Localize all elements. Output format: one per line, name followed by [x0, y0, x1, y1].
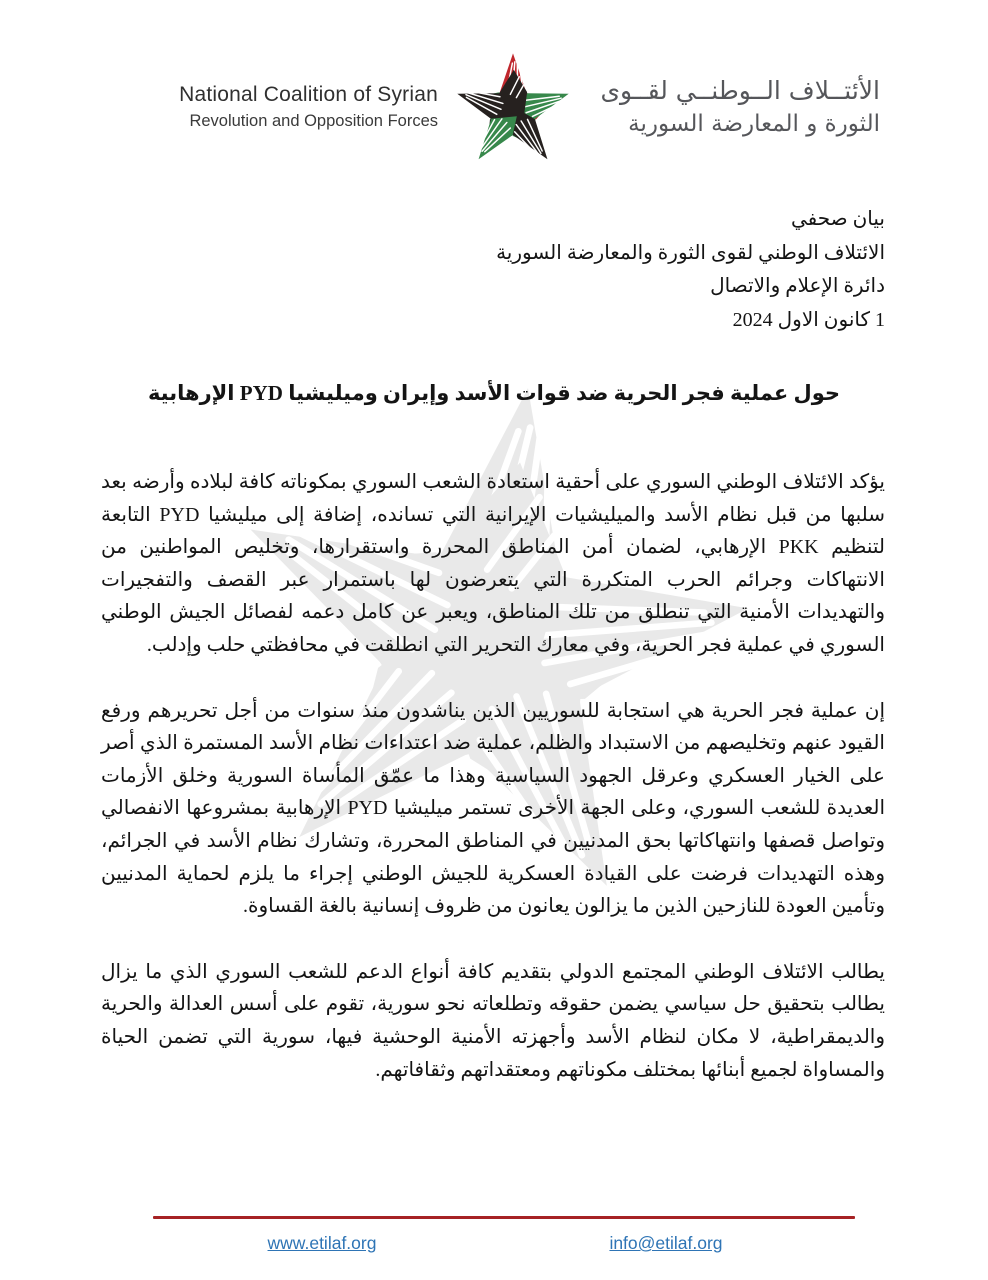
logo-en-line2: Revolution and Opposition Forces — [189, 112, 438, 130]
statement-department: دائرة الإعلام والاتصال — [710, 275, 885, 297]
statement-type: بيان صحفي — [790, 208, 885, 230]
statement-date: 1 كانون الاول 2024 — [732, 308, 885, 331]
website-link[interactable]: www.etilaf.org — [267, 1233, 377, 1253]
logo-en-line1: National Coalition of Syrian — [179, 83, 438, 106]
footer-email-cell — [494, 1233, 838, 1254]
logo-english-text — [108, 81, 438, 133]
logo-arabic-text — [588, 74, 880, 140]
email-link[interactable]: info@etilaf.org — [609, 1233, 723, 1253]
logo-ar-line1: الأئتــلاف الــوطنــي لقــوى — [600, 76, 880, 105]
footer-divider — [153, 1216, 855, 1219]
statement-text — [101, 466, 885, 1119]
letterhead — [0, 46, 988, 168]
paragraph-3: يطالب الائتلاف الوطني المجتمع الدولي بتقديم كافة أنواع الدعم للشعب السوري الذي ما يزال يطالب بتحقيق حل سياسي يضمن حقوقه وتطلعاته نحو سورية، تقوم على أسس العدالة والحرية والديمقراطية، لا مكان لنظام الأسد وأجهزته الأمنية الوحشية فيها، سورية التي تضمن الحياة والمساواة لجميع أبنائها بمختلف مكوناتهم ومعتقداتهم وثقافاتهم. — [101, 960, 885, 1081]
statement-org: الائتلاف الوطني لقوى الثورة والمعارضة السورية — [496, 241, 885, 264]
paragraph-1: يؤكد الائتلاف الوطني السوري على أحقية استعادة الشعب السوري بمكوناته كافة لبلاده وأرضه بعد سلبها من قبل نظام الأسد والميليشيات الإيرانية التي تسانده، إضافة إلى ميليشيا PYD التابعة لتنظيم PKK الإرهابي، لضمان أمن المناطق المحررة واستقرارها، وتخليص المواطنين من الانتهاكات وجرائم الحرب المتكررة التي يتعرضون لها باستمرار عبر القصف والتفجيرات والتهديدات الأمنية التي تنطلق من تلك المناطق، ويعبر عن كامل دعمه لفصائل الجيش الوطني السوري في عملية فجر الحرية، وفي معارك التحرير التي انطلقت في محافظتي حلب وإدلب. — [101, 471, 885, 656]
paragraph-2: إن عملية فجر الحرية هي استجابة للسوريين الذين يناشدون منذ سنوات من أجل تحريرهم ورفع القيود عنهم وتخليصهم من الاستبداد والظلم، عملية ضد اعتداءات نظام الأسد المستمرة الذي أصر على الخيار العسكري وعرقل الجهود السياسية وهذا ما عمّق المأساة السورية وخلق الأزمات العديدة للشعب السوري، وعلى الجهة الأخرى تستمر ميليشيا PYD الإرهابية بمشروعها الانفصالي وتواصل قصفها وانتهاكاتها بحق المدنيين في المناطق المحررة، وتشارك نظام الأسد في الجرائم، وهذه التهديدات فرضت على القيادة العسكرية للجيش الوطني إجراء ما يلزم لحماية المدنيين وتأمين العودة للنازحين الذين ما يزالون يعانون من ظروف إنسانية بالغة القساوة. — [101, 699, 886, 918]
coalition-star-icon — [452, 46, 574, 168]
statement-title: حول عملية فجر الحرية ضد قوات الأسد وإيران وميليشيا PYD الإرهابية — [147, 381, 841, 405]
footer-links — [150, 1233, 838, 1254]
footer-website-cell — [150, 1233, 494, 1254]
logo-ar-line2: الثورة و المعارضة السورية — [628, 111, 880, 137]
statement-meta-block — [103, 203, 885, 337]
